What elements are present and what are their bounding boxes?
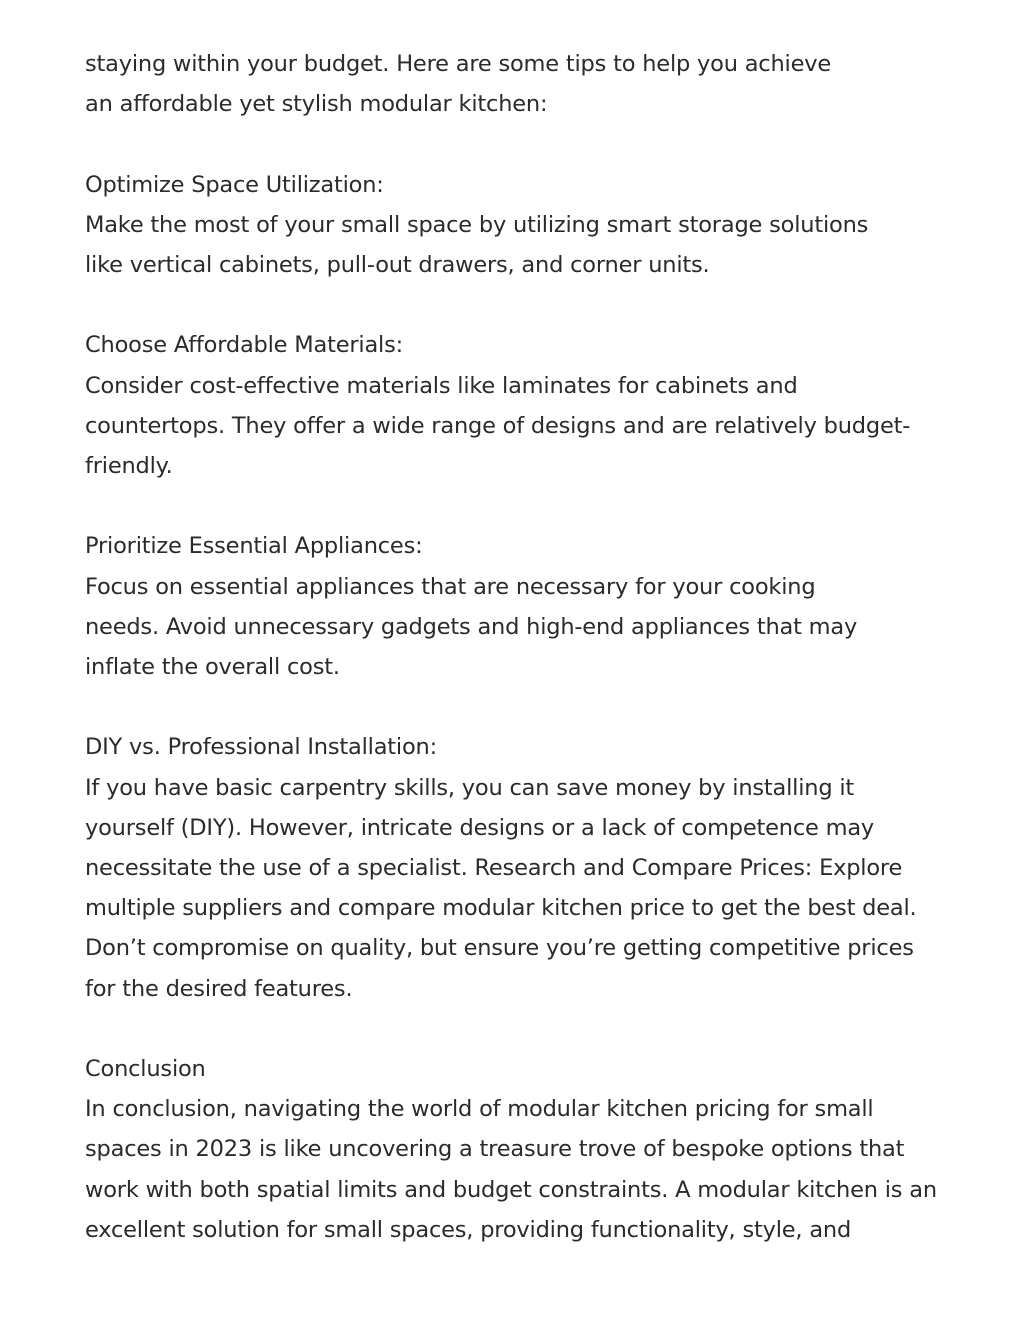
body-line: needs. Avoid unnecessary gadgets and high-end appliances that may [85,613,858,640]
body-line: multiple suppliers and compare modular kitchen price to get the best deal. [85,895,917,922]
intro-line: staying within your budget. Here are some tips to help you achieve [85,51,831,77]
body-line: work with both spatial limits and budget constraints. A modular kitchen is an [85,1176,937,1203]
body-line: like vertical cabinets, pull-out drawers, and corner units. [85,252,710,278]
section-heading: Optimize Space Utilization: [85,171,384,198]
document-body [85,44,960,1250]
body-line: yourself (DIY). However, intricate designs or a lack of competence may [85,814,875,841]
body-line: Don’t compromise on quality, but ensure you’re getting competitive prices [85,935,914,962]
body-line: In conclusion, navigating the world of modular kitchen pricing for small [85,1096,874,1123]
paragraph-gap [85,285,960,325]
body-line: Make the most of your small space by utilizing smart storage solutions [85,211,869,238]
section-heading: DIY vs. Professional Installation: [85,734,437,761]
body-line: Focus on essential appliances that are necessary for your cooking [85,573,816,600]
body-line: If you have basic carpentry skills, you can save money by installing it [85,774,855,801]
paragraph-gap [85,124,960,164]
paragraph-gap [85,486,960,526]
paragraph-gap [85,1009,960,1049]
body-line: excellent solution for small spaces, providing functionality, style, and [85,1216,852,1243]
body-line: spaces in 2023 is like uncovering a treasure trove of bespoke options that [85,1136,905,1163]
body-line: countertops. They offer a wide range of designs and are relatively budget- [85,412,911,439]
paragraph-gap [85,687,960,727]
section-heading: Conclusion [85,1056,206,1082]
body-line: necessitate the use of a specialist. Research and Compare Prices: Explore [85,855,903,881]
body-line: Consider cost-effective materials like laminates for cabinets and [85,372,798,399]
body-line: friendly. [85,453,173,479]
body-line: for the desired features. [85,975,353,1002]
section-heading: Choose Affordable Materials: [85,332,403,359]
body-line: inflate the overall cost. [85,654,340,680]
intro-line: an affordable yet stylish modular kitchen: [85,91,548,118]
section-heading: Prioritize Essential Appliances: [85,533,423,560]
